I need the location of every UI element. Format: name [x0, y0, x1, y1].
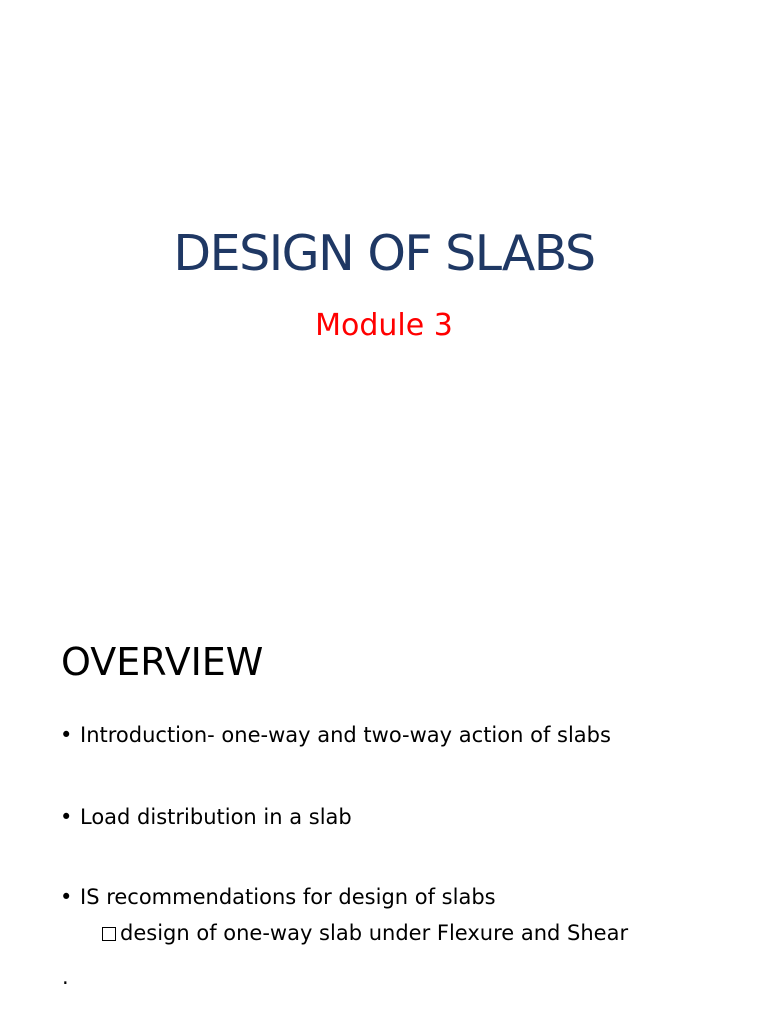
sub-bullet-item-one-way-slab [102, 917, 628, 949]
bullet-item-introduction [60, 719, 611, 751]
bullet-item-is-recommendations [60, 881, 496, 913]
bullet-text: IS recommendations for design of slabs [80, 885, 496, 909]
checkbox-icon [102, 927, 116, 941]
bullet-dot-icon: • [60, 805, 73, 829]
bullet-dot-icon: • [60, 885, 73, 909]
bullet-dot-icon: • [60, 723, 73, 747]
slide-subtitle: Module 3 [315, 308, 453, 343]
overview-heading: OVERVIEW [61, 640, 264, 684]
sub-bullet-text: design of one-way slab under Flexure and Shear [120, 921, 629, 945]
bullet-item-load-distribution [60, 801, 352, 833]
bullet-text: Introduction- one-way and two-way action of slabs [80, 723, 611, 747]
slide-title: DESIGN OF SLABS [173, 225, 595, 282]
bullet-text: Load distribution in a slab [80, 805, 352, 829]
trailing-mark: . [62, 965, 69, 989]
